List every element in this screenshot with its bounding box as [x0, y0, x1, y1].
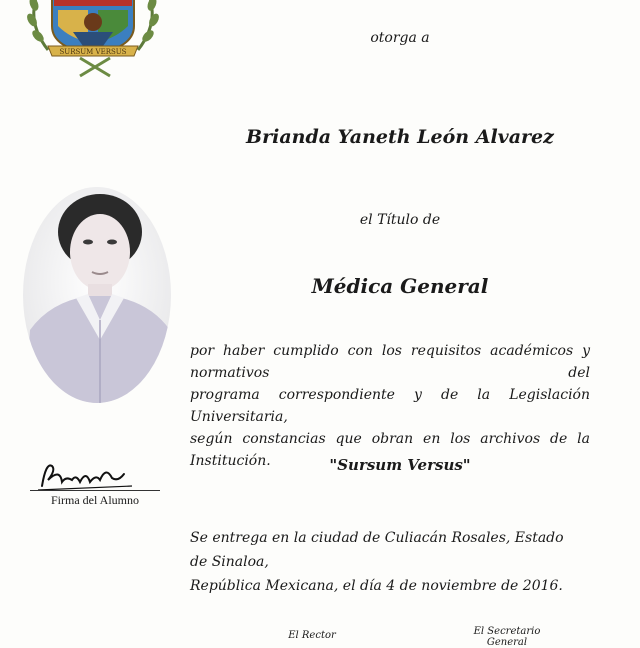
motto: "Sursum Versus"	[329, 456, 471, 474]
issue-paragraph	[190, 526, 580, 598]
university-seal	[18, 0, 168, 84]
requirements-line: según constancias que obran en los archivos de la Institución.	[190, 431, 590, 469]
degree-title: Médica General	[311, 274, 489, 298]
secretary-label: El Secretario General	[473, 626, 541, 648]
title-intro: el Título de	[359, 212, 441, 228]
requirements-line: programa correspondiente y de la Legislación Universitaria,	[190, 387, 590, 425]
student-photo	[20, 180, 175, 405]
student-signature-label: Firma del Alumno	[51, 493, 139, 507]
issue-line: Se entrega en la ciudad de Culiacán Rosales, Estado de Sinaloa,	[190, 530, 564, 570]
seal-motto: SURSUM VERSUS	[59, 48, 127, 56]
certificate-intro: otorga a	[370, 30, 430, 46]
rector-label: El Rector	[288, 630, 336, 641]
issue-line: República Mexicana, el día 4 de noviembre de 2016.	[190, 578, 563, 594]
recipient-name: Brianda Yaneth León Alvarez	[246, 126, 554, 148]
signature-line	[30, 490, 160, 491]
requirements-paragraph	[190, 340, 590, 472]
requirements-line: por haber cumplido con los requisitos académicos y normativos del	[190, 343, 590, 381]
